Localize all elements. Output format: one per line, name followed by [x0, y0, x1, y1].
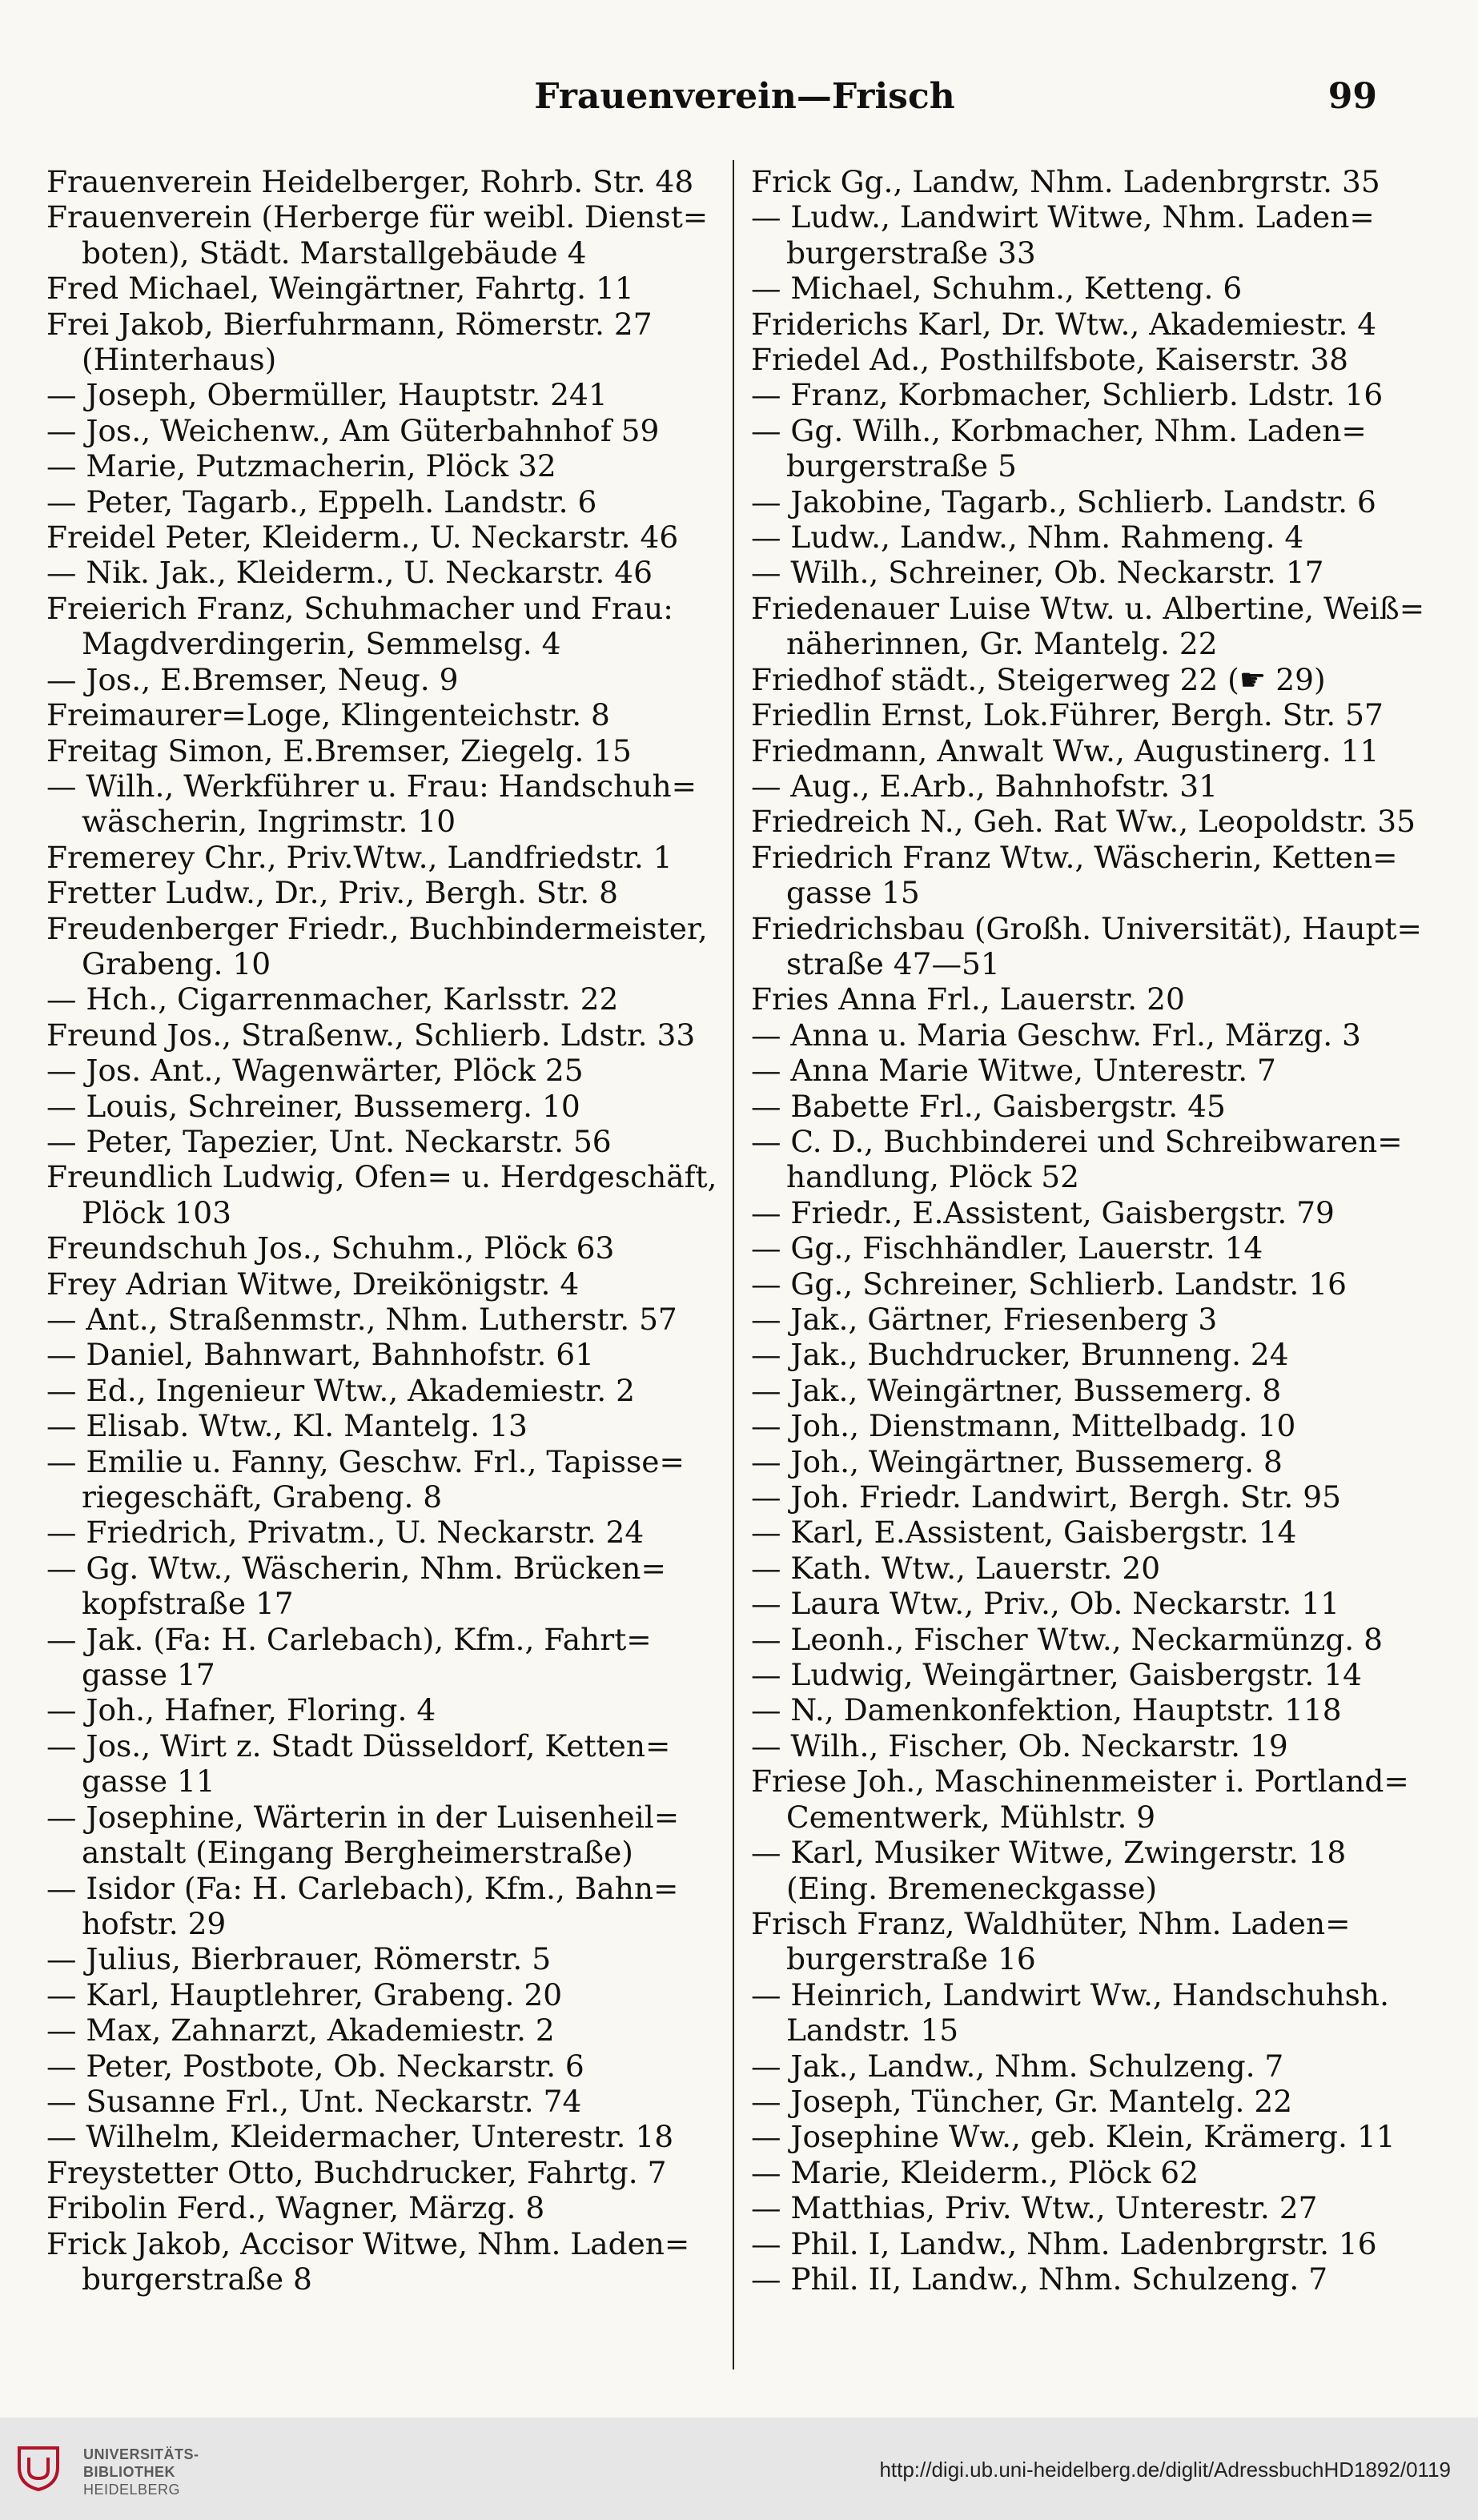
entry-continuation-line: anstalt (Eingang Bergheimerstraße) — [82, 1835, 633, 1871]
directory-entry: — Ed., Ingenieur Wtw., Akademiestr. 2 — [46, 1372, 636, 1408]
right-column — [751, 164, 1440, 2297]
entry-continuation-line: Plöck 103 — [82, 1194, 232, 1230]
directory-entry: — Jos., Weichenw., Am Güterbahnhof 59 — [46, 412, 660, 448]
directory-entry: — Joseph, Tüncher, Gr. Mantelg. 22 — [751, 2083, 1293, 2119]
directory-entry: Frick Gg., Landw, Nhm. Ladenbrgrstr. 35 — [751, 164, 1380, 199]
directory-entry: — Gg., Schreiner, Schlierb. Landstr. 16 — [751, 1266, 1347, 1302]
entry-continuation-line: Grabeng. 10 — [82, 945, 271, 981]
directory-entry: Friedenauer Luise Wtw. u. Albertine, Weiß= — [751, 590, 1425, 626]
directory-entry: — Michael, Schuhm., Ketteng. 6 — [751, 271, 1243, 307]
directory-entry: — Phil. II, Landw., Nhm. Schulzeng. 7 — [751, 2261, 1328, 2297]
permalink-url[interactable]: http://digi.ub.uni-heidelberg.de/diglit/AdressbuchHD1892/0119 — [879, 2458, 1451, 2482]
directory-entry: — Max, Zahnarzt, Akademiestr. 2 — [46, 2012, 555, 2049]
entry-continuation-line: Landstr. 15 — [786, 2012, 959, 2049]
directory-entry: Friedreich N., Geh. Rat Ww., Leopoldstr. 35 — [751, 804, 1416, 840]
directory-entry: — Joh. Friedr. Landwirt, Bergh. Str. 95 — [751, 1479, 1341, 1515]
directory-entry: Friedrich Franz Wtw., Wäscherin, Ketten= — [751, 839, 1398, 875]
directory-entry: — Leonh., Fischer Wtw., Neckarmünzg. 8 — [751, 1621, 1383, 1657]
directory-entry: — C. D., Buchbinderei und Schreibwaren= — [751, 1123, 1403, 1159]
entry-continuation-line: burgerstraße 16 — [786, 1941, 1036, 1977]
directory-entry: Friedhof städt., Steigerweg 22 (☛ 29) — [751, 661, 1326, 697]
directory-entry: — Ludwig, Weingärtner, Gaisbergstr. 14 — [751, 1657, 1362, 1693]
directory-entry: — Wilh., Werkführer u. Frau: Handschuh= — [46, 768, 697, 804]
directory-entry: — Joh., Hafner, Floring. 4 — [46, 1692, 436, 1728]
directory-entry: Fries Anna Frl., Lauerstr. 20 — [751, 981, 1185, 1017]
entry-continuation-line: Cementwerk, Mühlstr. 9 — [786, 1799, 1156, 1835]
entry-continuation-line: boten), Städt. Marstallgebäude 4 — [82, 235, 587, 271]
directory-entry: — Aug., E.Arb., Bahnhofstr. 31 — [751, 768, 1218, 804]
directory-entry: — Heinrich, Landwirt Ww., Handschuhsh. — [751, 1976, 1389, 2012]
directory-entry: — Jos. Ant., Wagenwärter, Plöck 25 — [46, 1053, 584, 1089]
directory-entry: — Ludw., Landw., Nhm. Rahmeng. 4 — [751, 520, 1304, 556]
entry-continuation-line: gasse 15 — [786, 875, 920, 911]
directory-entry: — Friedrich, Privatm., U. Neckarstr. 24 — [46, 1515, 645, 1551]
directory-entry: — Laura Wtw., Priv., Ob. Neckarstr. 11 — [751, 1586, 1339, 1622]
directory-entry: — Anna Marie Witwe, Unterestr. 7 — [751, 1053, 1276, 1089]
directory-entry: — Peter, Postbote, Ob. Neckarstr. 6 — [46, 2048, 584, 2084]
directory-entry: Freund Jos., Straßenw., Schlierb. Ldstr. 33 — [46, 1017, 696, 1053]
entry-continuation-line: wäscherin, Ingrimstr. 10 — [82, 804, 456, 840]
directory-entry: — Phil. I, Landw., Nhm. Ladenbrgrstr. 16 — [751, 2225, 1377, 2261]
directory-entry: Fribolin Ferd., Wagner, Märzg. 8 — [46, 2190, 545, 2226]
directory-entry: — Matthias, Priv. Wtw., Unterestr. 27 — [751, 2190, 1318, 2226]
directory-entry: — Friedr., E.Assistent, Gaisbergstr. 79 — [751, 1194, 1335, 1230]
entry-continuation-line: riegeschäft, Grabeng. 8 — [82, 1479, 443, 1515]
entry-continuation-line: (Hinterhaus) — [82, 342, 277, 378]
directory-entry: Freierich Franz, Schuhmacher und Frau: — [46, 590, 673, 626]
directory-entry: Fred Michael, Weingärtner, Fahrtg. 11 — [46, 271, 634, 307]
entry-continuation-line: gasse 17 — [82, 1657, 215, 1693]
directory-entry: Freundlich Ludwig, Ofen= u. Herdgeschäft, — [46, 1159, 717, 1195]
directory-entry: — Louis, Schreiner, Bussemerg. 10 — [46, 1088, 580, 1124]
entry-continuation-line: hofstr. 29 — [82, 1905, 227, 1941]
entry-continuation-line: burgerstraße 33 — [786, 235, 1036, 271]
directory-entry: — N., Damenkonfektion, Hauptstr. 118 — [751, 1692, 1342, 1728]
directory-entry: — Franz, Korbmacher, Schlierb. Ldstr. 16 — [751, 377, 1384, 413]
directory-entry: Friedrichsbau (Großh. Universität), Haupt= — [751, 910, 1422, 946]
directory-entry: — Elisab. Wtw., Kl. Mantelg. 13 — [46, 1408, 528, 1444]
directory-entry: Frei Jakob, Bierfuhrmann, Römerstr. 27 — [46, 306, 653, 342]
directory-entry: — Babette Frl., Gaisbergstr. 45 — [751, 1088, 1226, 1124]
directory-entry: — Wilhelm, Kleidermacher, Unterestr. 18 — [46, 2119, 674, 2155]
entry-continuation-line: (Eing. Bremeneckgasse) — [786, 1870, 1158, 1906]
directory-entry: — Ludw., Landwirt Witwe, Nhm. Laden= — [751, 199, 1375, 235]
directory-entry: — Marie, Putzmacherin, Plöck 32 — [46, 448, 556, 484]
running-title: Frauenverein—Frisch — [534, 76, 955, 117]
library-name-line-1: UNIVERSITÄTS- — [83, 2446, 199, 2462]
directory-entry: Freitag Simon, E.Bremser, Ziegelg. 15 — [46, 732, 632, 768]
directory-entry: Fretter Ludw., Dr., Priv., Bergh. Str. 8 — [46, 875, 619, 911]
directory-entry: — Jak., Weingärtner, Bussemerg. 8 — [751, 1372, 1282, 1408]
page-number: 99 — [1327, 76, 1377, 117]
directory-entry: — Isidor (Fa: H. Carlebach), Kfm., Bahn= — [46, 1870, 679, 1906]
directory-entry: — Emilie u. Fanny, Geschw. Frl., Tapisse= — [46, 1443, 685, 1479]
directory-entry: Freimaurer=Loge, Klingenteichstr. 8 — [46, 697, 610, 733]
directory-entry: — Ant., Straßenmstr., Nhm. Lutherstr. 57 — [46, 1302, 677, 1337]
directory-entry: — Joh., Weingärtner, Bussemerg. 8 — [751, 1443, 1283, 1479]
entry-continuation-line: kopfstraße 17 — [82, 1586, 294, 1622]
directory-entry: — Peter, Tapezier, Unt. Neckarstr. 56 — [46, 1123, 612, 1159]
directory-entry: — Julius, Bierbrauer, Römerstr. 5 — [46, 1941, 552, 1977]
directory-entry: — Gg. Wtw., Wäscherin, Nhm. Brücken= — [46, 1550, 666, 1586]
directory-entry: Freystetter Otto, Buchdrucker, Fahrtg. 7 — [46, 2154, 667, 2190]
directory-entry: — Joseph, Obermüller, Hauptstr. 241 — [46, 377, 608, 413]
left-column — [46, 164, 735, 2297]
directory-entry: — Karl, Hauptlehrer, Grabeng. 20 — [46, 1976, 563, 2012]
entry-continuation-line: gasse 11 — [82, 1764, 215, 1800]
directory-entry: Freudenberger Friedr., Buchbindermeister, — [46, 910, 708, 946]
directory-entry: Fremerey Chr., Priv.Wtw., Landfriedstr. 1 — [46, 839, 673, 875]
directory-entry: Frisch Franz, Waldhüter, Nhm. Laden= — [751, 1905, 1351, 1941]
directory-entry: — Peter, Tagarb., Eppelh. Landstr. 6 — [46, 484, 597, 520]
directory-entry: — Marie, Kleiderm., Plöck 62 — [751, 2154, 1199, 2190]
library-name-line-3: HEIDELBERG — [83, 2482, 181, 2498]
directory-entry: — Josephine, Wärterin in der Luisenheil= — [46, 1799, 680, 1835]
directory-entry: — Susanne Frl., Unt. Neckarstr. 74 — [46, 2083, 582, 2119]
directory-entry: — Karl, E.Assistent, Gaisbergstr. 14 — [751, 1515, 1297, 1551]
directory-entry: Frauenverein Heidelberger, Rohrb. Str. 48 — [46, 164, 694, 199]
directory-entry: — Hch., Cigarrenmacher, Karlsstr. 22 — [46, 981, 619, 1017]
directory-entry: — Kath. Wtw., Lauerstr. 20 — [751, 1550, 1161, 1586]
column-divider — [733, 160, 734, 2370]
directory-entry: — Jos., Wirt z. Stadt Düsseldorf, Ketten= — [46, 1727, 671, 1764]
directory-entry: — Jak. (Fa: H. Carlebach), Kfm., Fahrt= — [46, 1621, 652, 1657]
entry-continuation-line: burgerstraße 8 — [82, 2261, 312, 2297]
directory-entry: — Jak., Landw., Nhm. Schulzeng. 7 — [751, 2048, 1284, 2084]
directory-entry: Friedel Ad., Posthilfsbote, Kaiserstr. 38 — [751, 342, 1349, 378]
directory-entry: — Wilh., Fischer, Ob. Neckarstr. 19 — [751, 1727, 1288, 1764]
directory-entry: — Nik. Jak., Kleiderm., U. Neckarstr. 46 — [46, 555, 653, 591]
entry-continuation-line: straße 47—51 — [786, 945, 1000, 981]
directory-entry: — Jak., Gärtner, Friesenberg 3 — [751, 1302, 1218, 1337]
page-header — [0, 0, 1478, 144]
directory-entry: — Joh., Dienstmann, Mittelbadg. 10 — [751, 1408, 1296, 1444]
directory-entry: Frey Adrian Witwe, Dreikönigstr. 4 — [46, 1266, 580, 1302]
directory-entry: Frauenverein (Herberge für weibl. Dienst= — [46, 199, 709, 235]
entry-continuation-line: Magdverdingerin, Semmelsg. 4 — [82, 626, 561, 662]
directory-entry: — Gg., Fischhändler, Lauerstr. 14 — [751, 1230, 1263, 1266]
entry-continuation-line: näherinnen, Gr. Mantelg. 22 — [786, 626, 1218, 662]
directory-entry: — Anna u. Maria Geschw. Frl., Märzg. 3 — [751, 1017, 1361, 1053]
directory-entry: Friderichs Karl, Dr. Wtw., Akademiestr. 4 — [751, 306, 1377, 342]
directory-entry: — Jos., E.Bremser, Neug. 9 — [46, 661, 459, 697]
directory-entry: Freidel Peter, Kleiderm., U. Neckarstr. 46 — [46, 520, 679, 556]
library-seal-icon — [14, 2443, 62, 2493]
directory-entry: Friedmann, Anwalt Ww., Augustinerg. 11 — [751, 732, 1380, 768]
directory-entry: — Jakobine, Tagarb., Schlierb. Landstr. 6 — [751, 484, 1376, 520]
directory-entry: — Daniel, Bahnwart, Bahnhofstr. 61 — [46, 1337, 595, 1373]
footer-bar — [0, 2418, 1478, 2520]
directory-entry: Friedlin Ernst, Lok.Führer, Bergh. Str. 57 — [751, 697, 1384, 733]
entry-continuation-line: handlung, Plöck 52 — [786, 1159, 1079, 1195]
directory-entry: Frick Jakob, Accisor Witwe, Nhm. Laden= — [46, 2225, 690, 2261]
directory-entry: — Jak., Buchdrucker, Brunneng. 24 — [751, 1337, 1289, 1373]
library-name-line-2: BIBLIOTHEK — [83, 2464, 175, 2480]
directory-entry: Freundschuh Jos., Schuhm., Plöck 63 — [46, 1230, 615, 1266]
entry-continuation-line: burgerstraße 5 — [786, 448, 1017, 484]
directory-entry: Friese Joh., Maschinenmeister i. Portland= — [751, 1764, 1409, 1800]
directory-entry: — Karl, Musiker Witwe, Zwingerstr. 18 — [751, 1835, 1347, 1871]
directory-entry: — Josephine Ww., geb. Klein, Krämerg. 11 — [751, 2119, 1396, 2155]
directory-entry: — Wilh., Schreiner, Ob. Neckarstr. 17 — [751, 555, 1324, 591]
directory-entry: — Gg. Wilh., Korbmacher, Nhm. Laden= — [751, 412, 1367, 448]
